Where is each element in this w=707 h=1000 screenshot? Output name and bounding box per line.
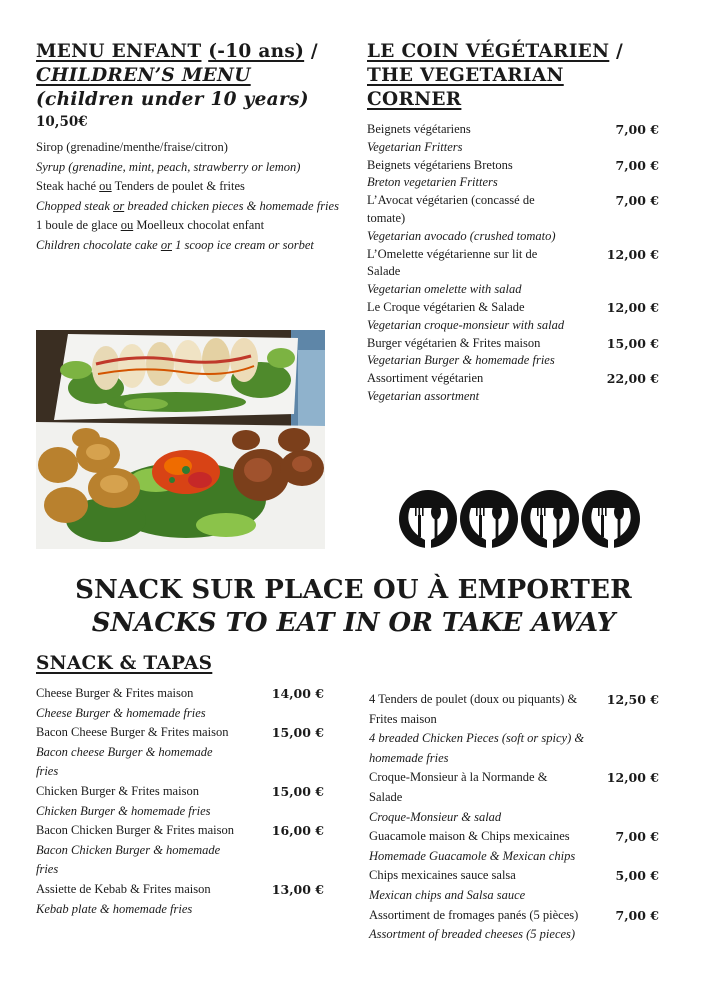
item-price: 7,00 € — [615, 907, 659, 923]
item-name-fr: Beignets végétariens Bretons — [367, 157, 513, 172]
item-price: 15,00 € — [271, 783, 324, 799]
vegetarian-item — [367, 370, 659, 406]
item-name-en: Vegetarian Fritters — [367, 139, 463, 154]
item-name-fr: Assortiment végétarien — [367, 371, 484, 386]
item-name-en: Bacon Chicken Burger & homemade fries — [36, 842, 221, 877]
kids-title-sep: / — [304, 41, 318, 62]
food-photo — [36, 330, 325, 549]
item-price: 12,00 € — [606, 246, 659, 262]
item-name-en: Chicken Burger & homemade fries — [36, 803, 211, 818]
snack-item — [36, 723, 324, 782]
snack-banner — [0, 574, 707, 640]
kids-main-fr-a: Steak haché — [36, 179, 100, 194]
item-name-fr: Chips mexicaines sauce salsa — [369, 868, 516, 883]
kids-dessert-en — [36, 236, 346, 256]
vegetarian-section — [367, 40, 659, 406]
kids-dessert-fr-or: ou — [120, 218, 134, 233]
fork-spoon-icon — [399, 490, 457, 548]
vegetarian-item — [367, 299, 659, 335]
kids-title-en: CHILDREN’S MENU — [36, 65, 251, 86]
vegetarian-item — [367, 121, 659, 157]
item-name-en: 4 breaded Chicken Pieces (soft or spicy) & homemade fries — [369, 731, 585, 765]
snack-item — [369, 768, 659, 827]
item-price: 12,50 € — [606, 692, 659, 707]
item-name-en: Vegetarian omelette with salad — [367, 282, 522, 297]
banner-line-fr: SNACK SUR PLACE OU À EMPORTER — [75, 575, 632, 605]
vegetarian-title-l3: CORNER — [367, 89, 462, 110]
snack-tapas-title — [36, 652, 212, 676]
item-price: 7,00 € — [615, 157, 659, 173]
snack-item — [36, 880, 324, 919]
kids-main-en-b: breaded chicken pieces & homemade fries — [124, 198, 339, 213]
kids-main-en-or: or — [113, 198, 125, 213]
vegetarian-title-l2: THE VEGETARIAN — [367, 65, 564, 86]
item-name-fr: Assortiment de fromages panés (5 pièces) — [369, 907, 579, 922]
vegetarian-item — [367, 335, 659, 371]
kids-main-fr-or: ou — [99, 179, 112, 194]
kids-syrup-en: Syrup (grenadine, mint, peach, strawberry or lemon) — [36, 159, 301, 174]
snack-left-column — [36, 684, 324, 919]
item-price: 12,00 € — [606, 299, 659, 315]
snack-item — [369, 827, 659, 866]
vegetarian-item — [367, 192, 659, 245]
snack-item — [36, 684, 324, 723]
kids-dessert-fr-b: Moelleux chocolat enfant — [133, 218, 265, 233]
item-price: 7,00 € — [615, 122, 659, 137]
item-name-en: Vegetarian assortment — [367, 388, 480, 403]
kids-main-fr-b: Tenders de poulet & frites — [111, 179, 245, 194]
item-name-fr: Chicken Burger & Frites maison — [36, 783, 199, 798]
kids-dessert-fr-a: 1 boule de glace — [36, 218, 121, 233]
item-price: 16,00 € — [271, 823, 324, 839]
item-name-en: Vegetarian Burger & homemade fries — [367, 353, 555, 368]
item-name-en: Vegetarian croque-monsieur with salad — [367, 317, 565, 332]
item-name-fr: L’Avocat végétarien (concassé de tomate) — [367, 193, 535, 225]
kids-main-fr — [36, 177, 346, 197]
item-name-fr: Bacon Chicken Burger & Frites maison — [36, 823, 235, 838]
item-name-en: Breton vegetarien Fritters — [367, 175, 498, 190]
item-name-en: Kebab plate & homemade fries — [36, 901, 193, 916]
item-price: 12,00 € — [606, 770, 659, 786]
item-name-fr: Croque-Monsieur à la Normande & Salade — [369, 770, 548, 804]
kids-main-en — [36, 197, 346, 217]
item-price: 7,00 € — [615, 829, 659, 845]
item-price: 14,00 € — [271, 686, 324, 701]
item-name-fr: 4 Tenders de poulet (doux ou piquants) & Frites maison — [369, 692, 578, 726]
item-name-en: Bacon cheese Burger & homemade fries — [36, 744, 213, 779]
kids-dessert-en-b: 1 scoop ice cream or sorbet — [171, 237, 314, 252]
item-price: 7,00 € — [615, 193, 659, 209]
item-name-fr: L’Omelette végétarienne sur lit de Salade — [367, 246, 538, 279]
fork-spoon-icon — [582, 490, 640, 548]
item-name-en: Vegetarian avocado (crushed tomato) — [367, 228, 556, 243]
item-price: 15,00 € — [606, 335, 659, 351]
fork-spoon-icon — [521, 490, 579, 548]
kids-dessert-fr — [36, 216, 346, 236]
kids-menu-section — [36, 40, 346, 256]
snack-item — [369, 866, 659, 905]
snack-item — [36, 821, 324, 880]
item-name-en: Assortment of breaded cheeses (5 pieces) — [369, 927, 576, 942]
item-name-en: Homemade Guacamole & Mexican chips — [369, 848, 576, 863]
kids-main-en-a: Chopped steak — [36, 198, 114, 213]
snack-right-column — [369, 690, 659, 945]
vegetarian-item — [367, 246, 659, 299]
item-name-fr: Cheese Burger & Frites maison — [36, 686, 194, 700]
item-price: 5,00 € — [615, 868, 659, 884]
vegetarian-platter-image — [36, 330, 325, 549]
kids-title-en-rest: (children under 10 years) — [36, 89, 309, 110]
vegetarian-title — [367, 40, 659, 112]
snack-item — [369, 690, 659, 768]
item-name-en: Cheese Burger & homemade fries — [36, 705, 206, 720]
kids-title-fr: MENU ENFANT — [36, 41, 202, 62]
item-name-en: Mexican chips and Salsa sauce — [369, 887, 526, 902]
logo-row — [399, 490, 640, 548]
snack-title-text: SNACK & TAPAS — [36, 653, 213, 674]
item-name-en: Croque-Monsieur & salad — [369, 809, 502, 824]
fork-spoon-icon — [460, 490, 518, 548]
banner-line-en: SNACKS TO EAT IN OR TAKE AWAY — [91, 608, 616, 638]
item-name-fr: Burger végétarien & Frites maison — [367, 335, 541, 350]
item-price: 22,00 € — [606, 371, 659, 387]
vegetarian-item — [367, 157, 659, 193]
snack-item — [36, 782, 324, 821]
kids-menu-title — [36, 40, 346, 112]
kids-syrup-fr: Sirop (grenadine/menthe/fraise/citron) — [36, 140, 228, 154]
snack-item — [369, 906, 659, 945]
item-price: 13,00 € — [271, 881, 324, 897]
kids-menu-price: 10,50€ — [36, 114, 88, 130]
item-name-fr: Le Croque végétarien & Salade — [367, 299, 525, 314]
kids-dessert-en-a: Children chocolate cake — [36, 237, 161, 252]
item-name-fr: Guacamole maison & Chips mexicaines — [369, 829, 570, 844]
kids-dessert-en-or: or — [160, 237, 172, 252]
item-name-fr: Bacon Cheese Burger & Frites maison — [36, 725, 229, 740]
kids-title-age: (-10 ans) — [208, 41, 305, 62]
vegetarian-title-l1: LE COIN VÉGÉTARIEN — [367, 41, 610, 62]
item-price: 15,00 € — [271, 725, 324, 741]
item-name-fr: Assiette de Kebab & Frites maison — [36, 881, 211, 896]
item-name-fr: Beignets végétariens — [367, 122, 471, 136]
vegetarian-title-sep: / — [609, 41, 624, 62]
